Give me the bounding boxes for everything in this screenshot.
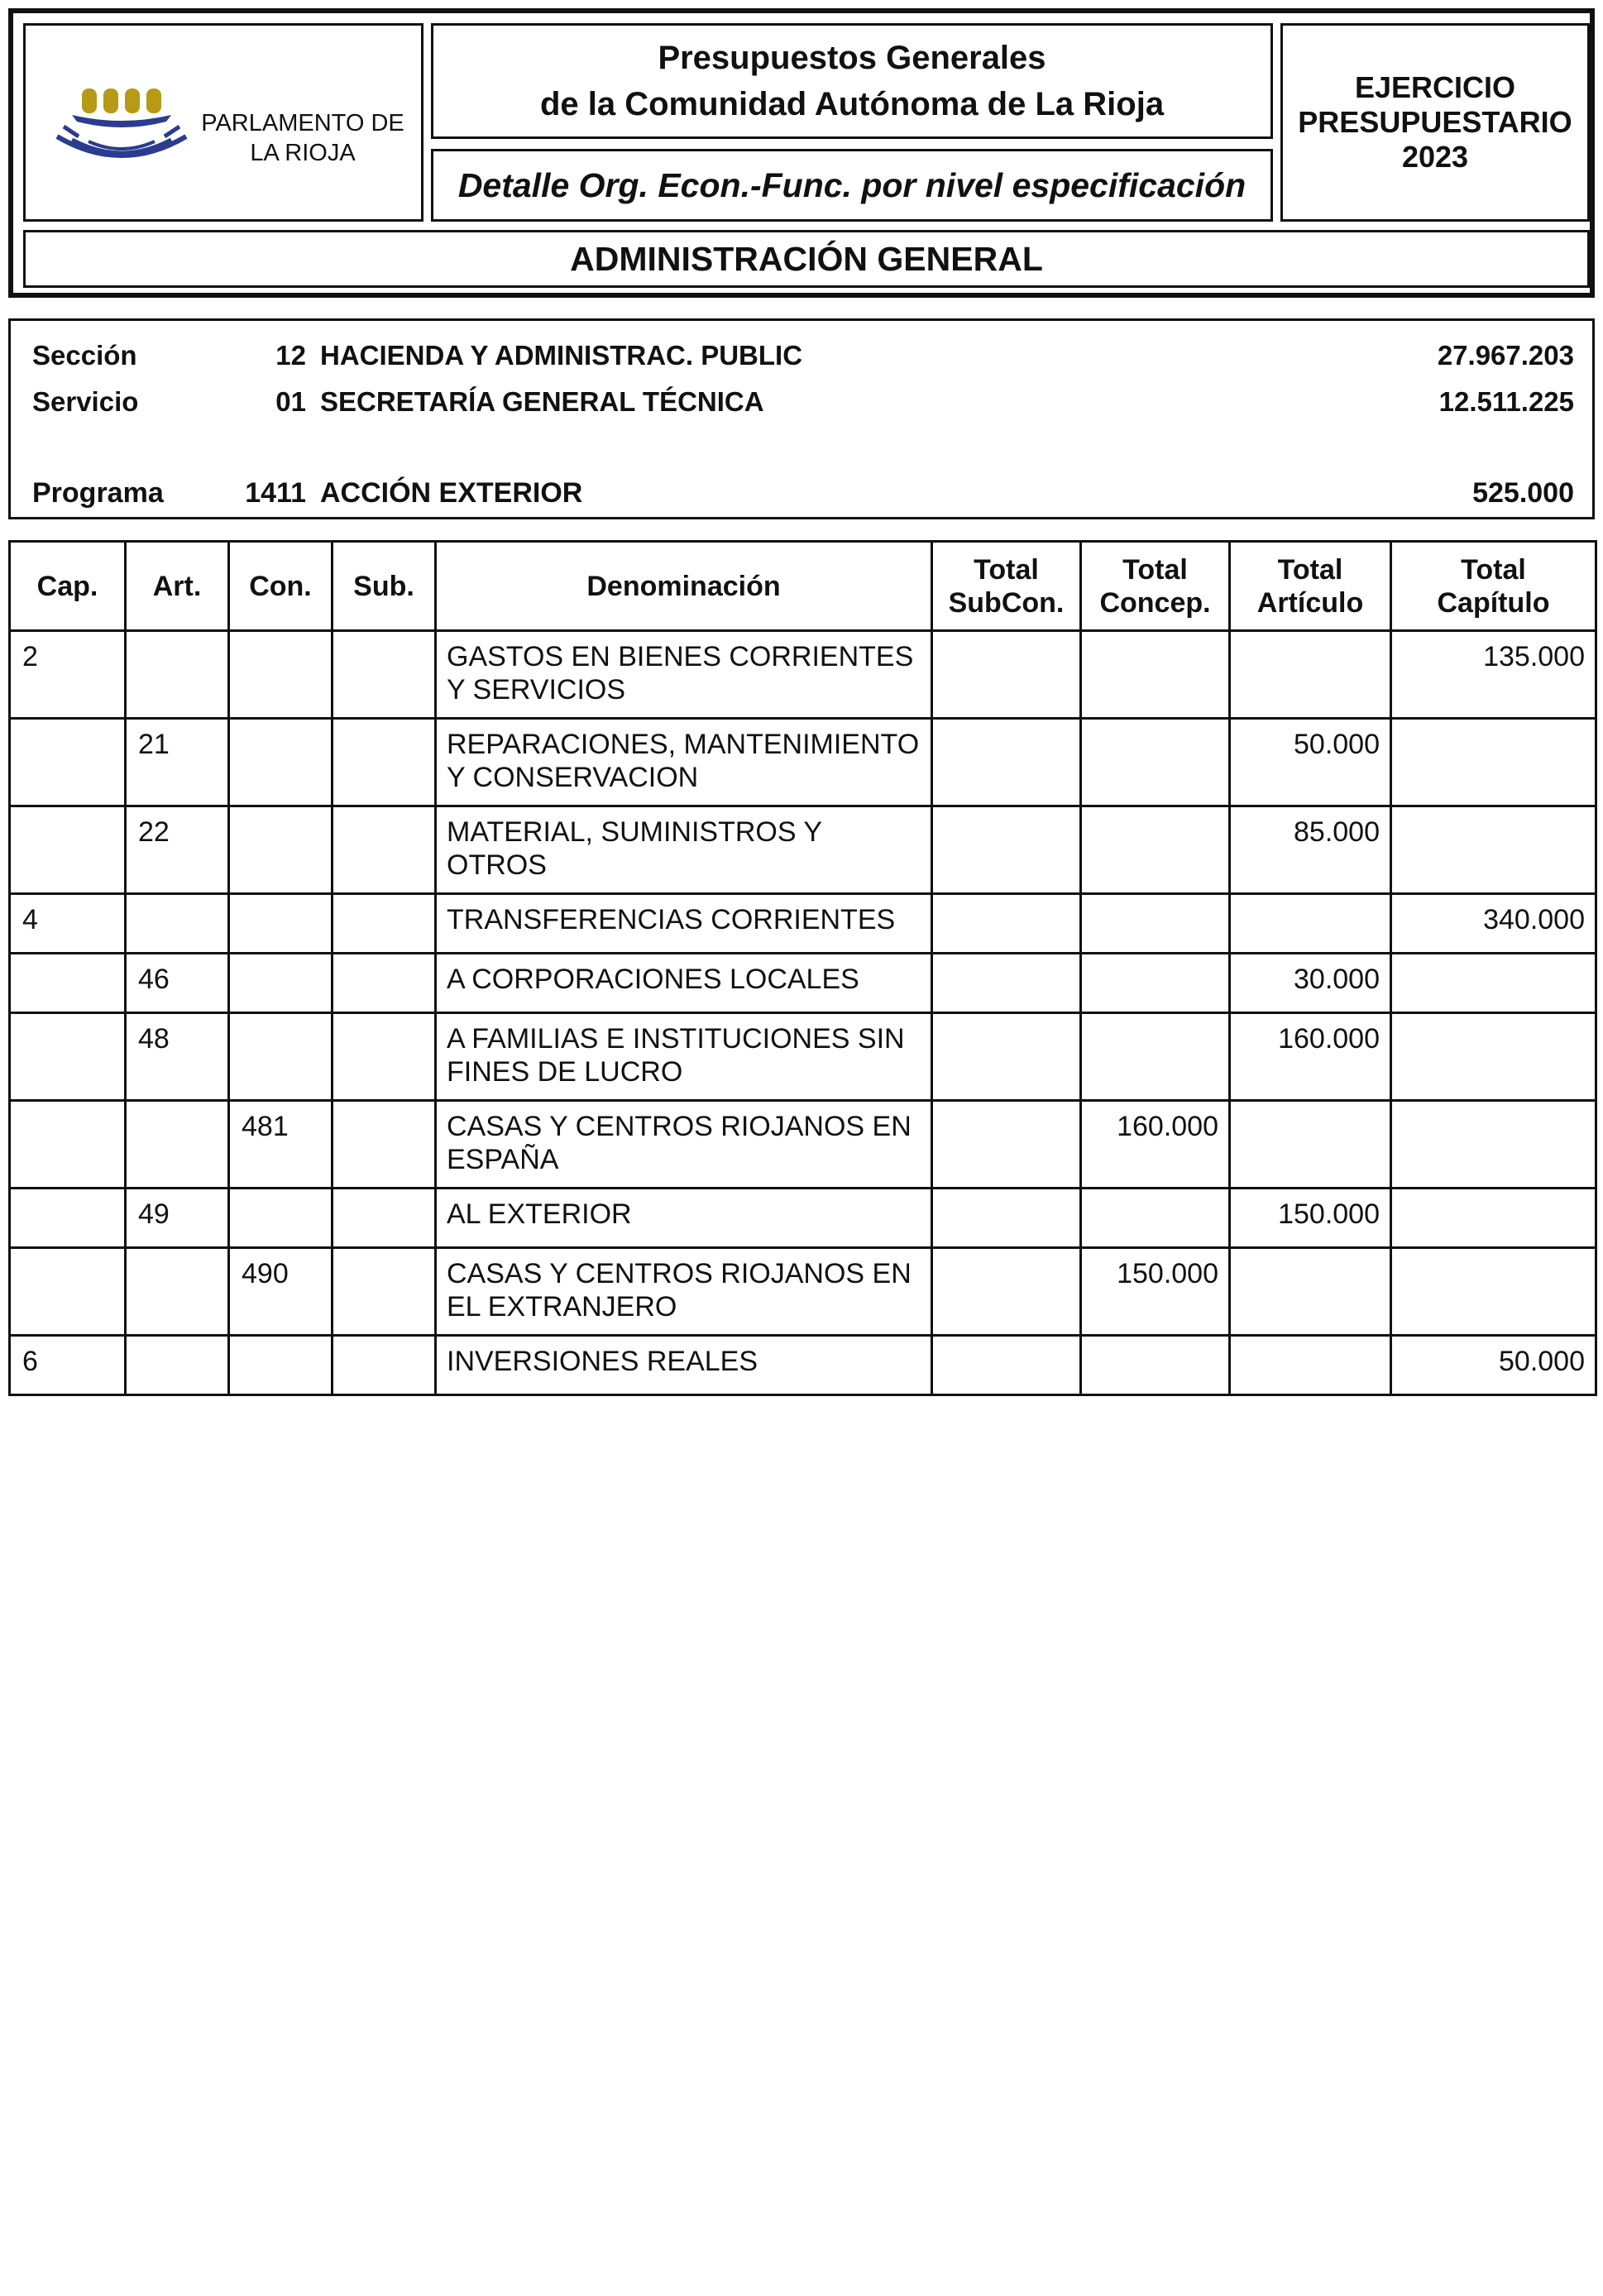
fiscal-year-box bbox=[1280, 23, 1590, 222]
col-header-total-capitulo bbox=[1391, 542, 1596, 631]
cell-total-concep bbox=[1081, 894, 1230, 954]
cell-total-subcon bbox=[932, 631, 1081, 719]
seccion-code: 12 bbox=[275, 340, 306, 371]
col-header-total-articulo bbox=[1230, 542, 1391, 631]
year-line2: PRESUPUESTARIO bbox=[1298, 105, 1572, 139]
cell-con bbox=[229, 1013, 333, 1101]
cell-sub bbox=[333, 1013, 436, 1101]
cell-sub bbox=[333, 631, 436, 719]
cell-sub bbox=[333, 719, 436, 806]
cell-denominacion-l2: OTROS bbox=[447, 849, 547, 881]
cell-denominacion bbox=[436, 894, 932, 954]
cell-total-subcon bbox=[932, 1189, 1081, 1248]
cell-total-articulo: 160.000 bbox=[1230, 1013, 1391, 1101]
cell-art bbox=[126, 894, 229, 954]
col-header-total-capitulo-l1: Total bbox=[1461, 553, 1526, 586]
seccion-row bbox=[11, 337, 1592, 374]
logo-box bbox=[23, 23, 423, 222]
cell-total-articulo bbox=[1230, 631, 1391, 719]
cell-denominacion-l1: A CORPORACIONES LOCALES bbox=[447, 964, 859, 995]
cell-total-concep bbox=[1081, 806, 1230, 894]
cell-total-subcon bbox=[932, 1336, 1081, 1395]
cell-con: 481 bbox=[229, 1101, 333, 1189]
cell-total-capitulo bbox=[1391, 954, 1596, 1013]
cell-total-capitulo: 135.000 bbox=[1391, 631, 1596, 719]
cell-sub bbox=[333, 1248, 436, 1336]
col-header-art: Art. bbox=[126, 542, 229, 631]
cell-total-capitulo bbox=[1391, 806, 1596, 894]
table-row bbox=[10, 1101, 1596, 1189]
cell-denominacion-l1: GASTOS EN BIENES CORRIENTES bbox=[447, 641, 914, 672]
cell-total-articulo: 50.000 bbox=[1230, 719, 1391, 806]
cell-total-subcon bbox=[932, 719, 1081, 806]
cell-total-articulo: 150.000 bbox=[1230, 1189, 1391, 1248]
cell-denominacion bbox=[436, 1248, 932, 1336]
cell-total-concep bbox=[1081, 1336, 1230, 1395]
cell-denominacion-l2: Y CONSERVACION bbox=[447, 762, 699, 793]
cell-cap bbox=[10, 1101, 126, 1189]
cell-con bbox=[229, 1189, 333, 1248]
table-row bbox=[10, 631, 1596, 719]
logo-text-line1: PARLAMENTO DE bbox=[201, 110, 404, 136]
cell-sub bbox=[333, 1189, 436, 1248]
cell-total-subcon bbox=[932, 954, 1081, 1013]
title-line1: Presupuestos Generales bbox=[658, 40, 1046, 76]
col-header-total-subcon-l2: SubCon. bbox=[948, 586, 1065, 619]
cell-total-capitulo bbox=[1391, 1013, 1596, 1101]
servicio-code: 01 bbox=[275, 386, 306, 417]
year-line1: EJERCICIO bbox=[1354, 70, 1516, 104]
cell-total-capitulo bbox=[1391, 1248, 1596, 1336]
cell-total-capitulo: 50.000 bbox=[1391, 1336, 1596, 1395]
document-subtitle: Detalle Org. Econ.-Func. por nivel especificación bbox=[431, 149, 1273, 222]
cell-sub bbox=[333, 894, 436, 954]
cell-total-capitulo bbox=[1391, 1101, 1596, 1189]
cell-con bbox=[229, 954, 333, 1013]
cell-total-subcon bbox=[932, 1248, 1081, 1336]
cell-total-subcon bbox=[932, 1101, 1081, 1189]
cell-total-concep: 150.000 bbox=[1081, 1248, 1230, 1336]
logo-text bbox=[191, 108, 414, 168]
cell-denominacion bbox=[436, 1336, 932, 1395]
table-row bbox=[10, 806, 1596, 894]
cell-denominacion bbox=[436, 631, 932, 719]
year-value: 2023 bbox=[1401, 140, 1469, 174]
seccion-label: Sección bbox=[32, 340, 137, 371]
col-header-cap: Cap. bbox=[10, 542, 126, 631]
cell-total-articulo: 85.000 bbox=[1230, 806, 1391, 894]
cell-denominacion-l2: ESPAÑA bbox=[447, 1144, 559, 1175]
cell-total-articulo bbox=[1230, 1101, 1391, 1189]
cell-con bbox=[229, 1336, 333, 1395]
cell-denominacion-l1: REPARACIONES, MANTENIMIENTO bbox=[447, 729, 920, 760]
table-row bbox=[10, 1248, 1596, 1336]
parliament-logo-icon bbox=[49, 84, 194, 183]
cell-denominacion bbox=[436, 1013, 932, 1101]
cell-art: 22 bbox=[126, 806, 229, 894]
cell-denominacion bbox=[436, 954, 932, 1013]
cell-denominacion-l2: EL EXTRANJERO bbox=[447, 1291, 677, 1323]
cell-art bbox=[126, 1101, 229, 1189]
cell-sub bbox=[333, 1336, 436, 1395]
table-row bbox=[10, 1013, 1596, 1101]
cell-denominacion-l2: Y SERVICIOS bbox=[447, 674, 626, 706]
table-row bbox=[10, 1336, 1596, 1395]
table-row bbox=[10, 954, 1596, 1013]
organization-title: ADMINISTRACIÓN GENERAL bbox=[23, 230, 1590, 288]
title-line2: de la Comunidad Autónoma de La Rioja bbox=[539, 86, 1165, 122]
document-title bbox=[431, 23, 1273, 139]
cell-total-articulo bbox=[1230, 894, 1391, 954]
cell-total-concep: 160.000 bbox=[1081, 1101, 1230, 1189]
cell-art: 21 bbox=[126, 719, 229, 806]
cell-cap bbox=[10, 719, 126, 806]
cell-total-concep bbox=[1081, 1189, 1230, 1248]
cell-denominacion-l2: FINES DE LUCRO bbox=[447, 1056, 683, 1088]
cell-con bbox=[229, 719, 333, 806]
col-header-sub: Sub. bbox=[333, 542, 436, 631]
cell-cap: 6 bbox=[10, 1336, 126, 1395]
cell-denominacion bbox=[436, 1189, 932, 1248]
table-row bbox=[10, 719, 1596, 806]
cell-denominacion-l1: MATERIAL, SUMINISTROS Y bbox=[447, 816, 823, 848]
col-header-total-subcon bbox=[932, 542, 1081, 631]
col-header-denominacion: Denominación bbox=[436, 542, 932, 631]
logo-text-line2: LA RIOJA bbox=[250, 140, 356, 166]
cell-total-concep bbox=[1081, 631, 1230, 719]
seccion-amount: 27.967.203 bbox=[1437, 340, 1574, 371]
cell-total-articulo bbox=[1230, 1248, 1391, 1336]
table-header-row bbox=[10, 542, 1596, 631]
cell-total-concep bbox=[1081, 954, 1230, 1013]
programa-row bbox=[11, 475, 1592, 511]
table-row bbox=[10, 1189, 1596, 1248]
col-header-total-concep-l1: Total bbox=[1122, 553, 1188, 586]
col-header-con: Con. bbox=[229, 542, 333, 631]
cell-total-subcon bbox=[932, 1013, 1081, 1101]
col-header-total-subcon-l1: Total bbox=[974, 553, 1039, 586]
cell-total-concep bbox=[1081, 719, 1230, 806]
cell-total-concep bbox=[1081, 1013, 1230, 1101]
cell-denominacion-l1: CASAS Y CENTROS RIOJANOS EN bbox=[447, 1258, 912, 1289]
seccion-name: HACIENDA Y ADMINISTRAC. PUBLIC bbox=[320, 340, 803, 371]
col-header-total-concep-l2: Concep. bbox=[1099, 586, 1211, 619]
servicio-name: SECRETARÍA GENERAL TÉCNICA bbox=[320, 386, 764, 417]
cell-art: 46 bbox=[126, 954, 229, 1013]
col-header-total-articulo-l2: Artículo bbox=[1256, 586, 1364, 619]
cell-cap: 2 bbox=[10, 631, 126, 719]
cell-total-capitulo bbox=[1391, 1189, 1596, 1248]
programa-label: Programa bbox=[32, 477, 164, 509]
servicio-label: Servicio bbox=[32, 386, 139, 417]
cell-art: 48 bbox=[126, 1013, 229, 1101]
servicio-row bbox=[11, 384, 1592, 420]
cell-con bbox=[229, 894, 333, 954]
cell-con bbox=[229, 631, 333, 719]
budget-info-box bbox=[8, 318, 1595, 519]
cell-denominacion-l1: INVERSIONES REALES bbox=[447, 1346, 758, 1377]
servicio-amount: 12.511.225 bbox=[1438, 386, 1574, 417]
cell-con: 490 bbox=[229, 1248, 333, 1336]
cell-denominacion bbox=[436, 806, 932, 894]
cell-cap bbox=[10, 1248, 126, 1336]
programa-code: 1411 bbox=[245, 477, 306, 509]
document-header bbox=[8, 8, 1595, 298]
cell-denominacion bbox=[436, 1101, 932, 1189]
cell-sub bbox=[333, 806, 436, 894]
cell-cap: 4 bbox=[10, 894, 126, 954]
cell-denominacion-l1: A FAMILIAS E INSTITUCIONES SIN bbox=[447, 1023, 905, 1055]
cell-denominacion-l1: CASAS Y CENTROS RIOJANOS EN bbox=[447, 1111, 912, 1142]
cell-cap bbox=[10, 806, 126, 894]
cell-art bbox=[126, 631, 229, 719]
programa-name: ACCIÓN EXTERIOR bbox=[320, 477, 583, 509]
table-row bbox=[10, 894, 1596, 954]
col-header-total-capitulo-l2: Capítulo bbox=[1437, 586, 1550, 619]
cell-total-capitulo: 340.000 bbox=[1391, 894, 1596, 954]
cell-art bbox=[126, 1336, 229, 1395]
cell-total-subcon bbox=[932, 894, 1081, 954]
cell-con bbox=[229, 806, 333, 894]
cell-total-articulo bbox=[1230, 1336, 1391, 1395]
cell-denominacion-l1: AL EXTERIOR bbox=[447, 1198, 632, 1230]
col-header-total-articulo-l1: Total bbox=[1277, 553, 1343, 586]
cell-total-capitulo bbox=[1391, 719, 1596, 806]
cell-total-articulo: 30.000 bbox=[1230, 954, 1391, 1013]
cell-cap bbox=[10, 1189, 126, 1248]
col-header-total-concep bbox=[1081, 542, 1230, 631]
cell-denominacion-l1: TRANSFERENCIAS CORRIENTES bbox=[447, 904, 896, 935]
cell-art bbox=[126, 1248, 229, 1336]
cell-cap bbox=[10, 1013, 126, 1101]
cell-sub bbox=[333, 954, 436, 1013]
cell-total-subcon bbox=[932, 806, 1081, 894]
cell-cap bbox=[10, 954, 126, 1013]
programa-amount: 525.000 bbox=[1472, 477, 1574, 509]
budget-table bbox=[8, 540, 1597, 1396]
cell-sub bbox=[333, 1101, 436, 1189]
cell-denominacion bbox=[436, 719, 932, 806]
cell-art: 49 bbox=[126, 1189, 229, 1248]
